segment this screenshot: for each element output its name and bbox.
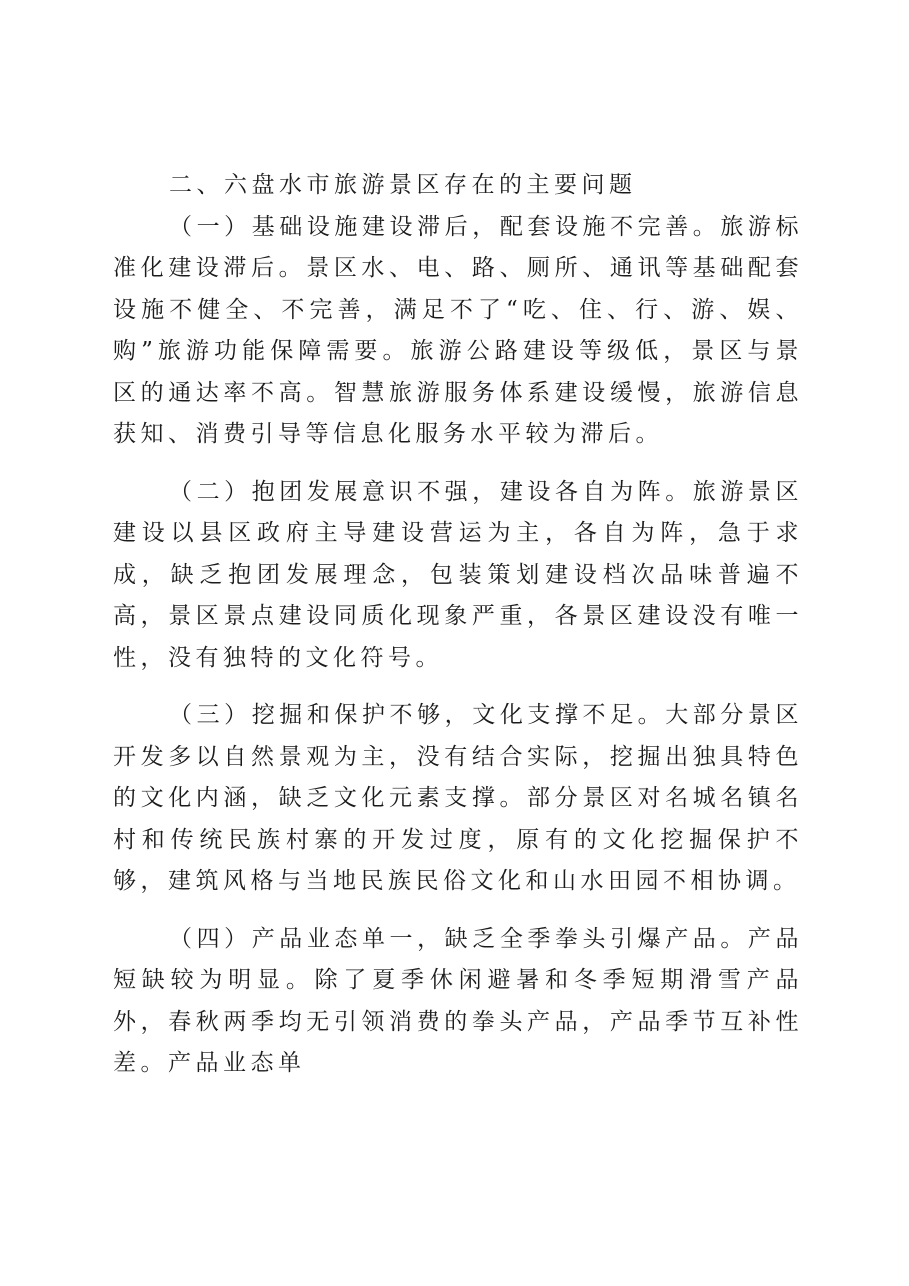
paragraph-infrastructure: （一）基础设施建设滞后，配套设施不完善。旅游标准化建设滞后。景区水、电、路、厕所、通讯等基础配套设施不健全、不完善，满足不了“吃、住、行、游、娱、购”旅游功能保障需要。旅游公路建设等级低，景区与景区的通达率不高。智慧旅游服务体系建设缓慢，旅游信息获知、消费引导等信息化服务水平较为滞后。 [113,213,803,447]
paragraph-cooperation: （二）抱团发展意识不强，建设各自为阵。旅游景区建设以县区政府主导建设营运为主，各自为阵，急于求成，缺乏抱团发展理念，包装策划建设档次品味普遍不高，景区景点建设同质化现象严重，各景区建设没有唯一性，没有独特的文化符号。 [113,478,803,671]
section-heading: 二、六盘水市旅游景区存在的主要问题 [169,172,637,198]
paragraph-products: （四）产品业态单一，缺乏全季拳头引爆产品。产品短缺较为明显。除了夏季休闲避暑和冬季短期滑雪产品外，春秋两季均无引领消费的拳头产品，产品季节互补性差。产品业态单 [113,925,803,1076]
document-body [113,165,803,1085]
paragraph-culture: （三）挖掘和保护不够，文化支撑不足。大部分景区开发多以自然景观为主，没有结合实际，挖掘出独具特色的文化内涵，缺乏文化元素支撑。部分景区对名城名镇名村和传统民族村寨的开发过度，原有的文化挖掘保护不够，建筑风格与当地民族民俗文化和山水田园不相协调。 [113,702,803,894]
